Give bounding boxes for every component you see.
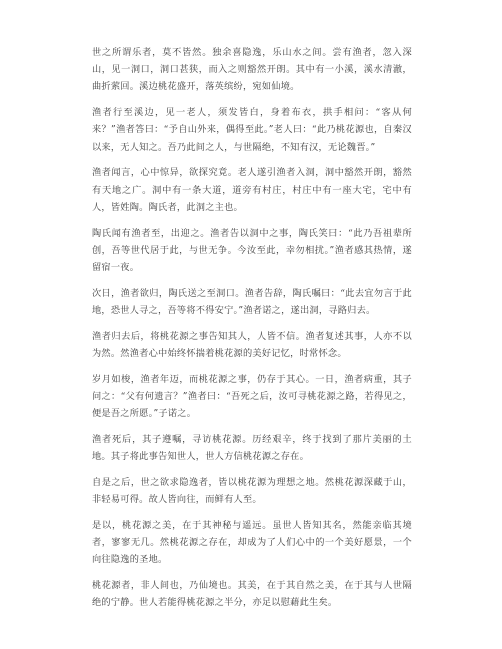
document-body	[92, 44, 412, 620]
paragraph-1: 世之所谓乐者，莫不皆然。独余喜隐逸，乐山水之间。尝有渔者，忽入深山，见一洞口，洞口甚狭，而入之则豁然开朗。其中有一小溪，溪水清澈，曲折萦回。溪边桃花盛开，落英缤纷，宛如仙境。	[92, 47, 412, 93]
paragraph-8: 渔者死后，其子遵嘱，寻访桃花源。历经艰辛，终于找到了那片美丽的土地。其子将此事告知世人，世人方信桃花源之存在。	[92, 434, 412, 463]
paragraph-10: 是以，桃花源之美，在于其神秘与遥远。虽世人皆知其名，然能亲临其境者，寥寥无几。然桃花源之存在，却成为了人们心中的一个美好愿景，一个向往隐逸的圣地。	[92, 520, 412, 566]
paragraph-6: 渔者归去后，将桃花源之事告知其人，人皆不信。渔者复述其事，人亦不以为然。然渔者心中始终怀揣着桃花源的美好记忆，时常怀念。	[92, 330, 412, 360]
paragraph-5: 次日，渔者欲归，陶氏送之至洞口。渔者告辞，陶氏嘱曰：“此去宜勿言于此地，恐世人寻之，吾等将不得安宁。”渔者诺之，遂出洞，寻路归去。	[92, 287, 412, 317]
paragraph-7: 岁月如梭，渔者年迈，而桃花源之事，仍存于其心。一日，渔者病重，其子问之：“父有何遗言？”渔者曰：“吾死之后，汝可寻桃花源之路，若得见之，便是吾之所愿。”子诺之。	[92, 373, 412, 420]
paragraph-9: 自是之后，世之欲求隐逸者，皆以桃花源为理想之地。然桃花源深藏于山，非轻易可得。故人皆向往，而鲜有人至。	[92, 477, 412, 506]
paragraph-4: 陶氏闻有渔者至，出迎之。渔者告以洞中之事，陶氏笑曰：“此乃吾祖辈所创，吾等世代居于此，与世无争。今汝至此，幸勿相扰。”渔者感其热情，遂留宿一夜。	[92, 227, 412, 274]
paragraph-2: 渔者行至溪边，见一老人，须发皆白，身着布衣，拱手相问：“客从何来？”渔者答曰：“予自山外来，偶得至此。”老人曰：“此乃桃花源也，自秦汉以来，无人知之。吾乃此间之人，与世隔绝，不知有汉，无论魏晋。”	[92, 107, 412, 153]
paragraph-3: 渔者闻言，心中惊异，欲探究竟。老人遂引渔者入洞，洞中豁然开朗，豁然有天地之广。洞中有一条大道，道旁有村庄，村庄中有一座大宅，宅中有人，皆姓陶。陶氏者，此洞之主也。	[92, 167, 412, 213]
paragraph-11: 桃花源者，非人间也，乃仙境也。其美，在于其自然之美，在于其与人世隔绝的宁静。世人若能得桃花源之半分，亦足以慰藉此生矣。	[92, 580, 412, 609]
